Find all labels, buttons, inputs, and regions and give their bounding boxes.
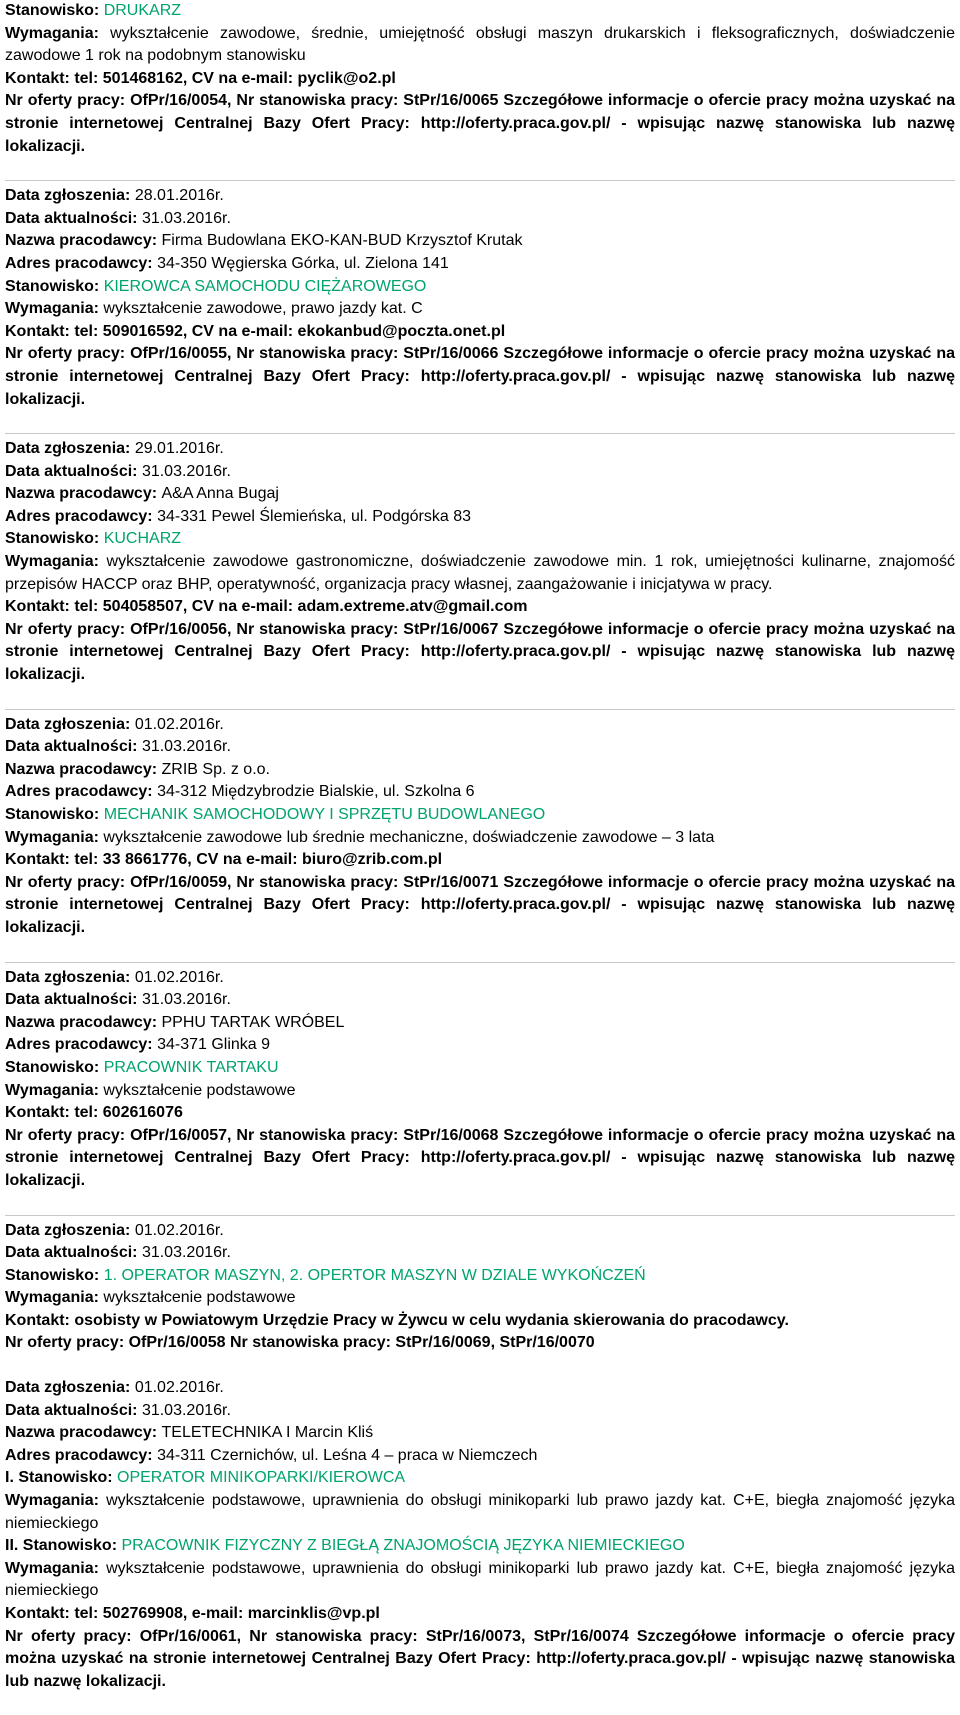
date-value: 28.01.2016r. bbox=[134, 187, 224, 205]
position-title: KUCHARZ bbox=[103, 530, 182, 548]
requirements-text: wykształcenie zawodowe, prawo jazdy kat. C bbox=[103, 300, 423, 318]
requirements-1-label: Wymagania: bbox=[5, 1492, 107, 1510]
date-value: 01.02.2016r. bbox=[134, 968, 224, 986]
offer-block-tartak bbox=[5, 967, 955, 1193]
address-value: 34-311 Czernichów, ul. Leśna 4 – praca w Niemczech bbox=[157, 1446, 538, 1464]
address-value: 34-312 Międzybrodzie Bialskie, ul. Szkolna 6 bbox=[157, 783, 475, 801]
contact-info: Kontakt: tel: 509016592, CV na e-mail: ekokanbud@poczta.onet.pl bbox=[5, 322, 506, 340]
contact-info: Kontakt: tel: 501468162, CV na e-mail: pyclik@o2.pl bbox=[5, 69, 396, 87]
offer-info: Nr oferty pracy: OfPr/16/0055, Nr stanowiska pracy: StPr/16/0066 Szczegółowe informacje o ofercie pracy można uzyskać na stronie internetowej Centralnej Bazy Ofert Pracy: http://oferty.praca.gov.pl/ - wpisując nazwę stanowiska lub nazwę lokalizacji. bbox=[5, 345, 955, 408]
offer-info: Nr oferty pracy: OfPr/16/0057, Nr stanowiska pracy: StPr/16/0068 Szczegółowe informacje o ofercie pracy można uzyskać na stronie internetowej Centralnej Bazy Ofert Pracy: http://oferty.praca.gov.pl/ - wpisując nazwę stanowiska lub nazwę lokalizacji. bbox=[5, 1126, 955, 1189]
contact-info: Kontakt: osobisty w Powiatowym Urzędzie Pracy w Żywcu w celu wydania skierowania do pracodawcy. bbox=[5, 1311, 789, 1329]
updated-label: Data aktualności: bbox=[5, 209, 142, 227]
date-value: 29.01.2016r. bbox=[134, 440, 224, 458]
requirements-label: Wymagania: bbox=[5, 828, 104, 846]
requirements-label: Wymagania: bbox=[5, 24, 111, 42]
date-value: 01.02.2016r. bbox=[134, 715, 224, 733]
position-title: PRACOWNIK TARTAKU bbox=[103, 1058, 279, 1076]
requirements-text: wykształcenie podstawowe bbox=[103, 1081, 296, 1099]
updated-label: Data aktualności: bbox=[5, 1401, 142, 1419]
requirements-label: Wymagania: bbox=[5, 300, 104, 318]
section-divider bbox=[5, 962, 955, 963]
updated-value: 31.03.2016r. bbox=[141, 738, 231, 756]
date-value: 01.02.2016r. bbox=[134, 1221, 224, 1239]
requirements-text: wykształcenie zawodowe lub średnie mechaniczne, doświadczenie zawodowe – 3 lata bbox=[103, 828, 715, 846]
updated-label: Data aktualności: bbox=[5, 1244, 142, 1262]
employer-label: Nazwa pracodawcy: bbox=[5, 485, 162, 503]
updated-value: 31.03.2016r. bbox=[141, 209, 231, 227]
requirements-label: Wymagania: bbox=[5, 1081, 104, 1099]
address-label: Adres pracodawcy: bbox=[5, 507, 158, 525]
position-label: Stanowisko: bbox=[5, 806, 104, 823]
employer-name: TELETECHNIKA I Marcin Kliś bbox=[161, 1424, 374, 1442]
date-label: Data zgłoszenia: bbox=[5, 1379, 135, 1397]
employer-name: Firma Budowlana EKO-KAN-BUD Krzysztof Krutak bbox=[161, 232, 523, 250]
offer-block-teletechnika bbox=[5, 1377, 955, 1693]
employer-label: Nazwa pracodawcy: bbox=[5, 232, 162, 250]
requirements-text: wykształcenie zawodowe gastronomiczne, doświadczenie zawodowe min. 1 rok, umiejętności kulinarne, znajomość przepisów HACCP oraz BHP, operatywność, organizacja pracy własnej, zaangażowanie i inicjatywa w pracy. bbox=[5, 553, 956, 593]
date-label: Data zgłoszenia: bbox=[5, 1221, 135, 1239]
date-value: 01.02.2016r. bbox=[134, 1379, 224, 1397]
position-1-label: I. Stanowisko: bbox=[5, 1469, 118, 1487]
offer-block-operator bbox=[5, 1220, 955, 1356]
updated-value: 31.03.2016r. bbox=[141, 1401, 231, 1419]
offer-info: Nr oferty pracy: OfPr/16/0061, Nr stanowiska pracy: StPr/16/0073, StPr/16/0074 Szczegółowe informacje o ofercie pracy można uzyskać na stronie internetowej Centralnej Bazy Ofert Pracy: http://oferty.praca.gov.pl/ - wpisując nazwę stanowiska lub nazwę lokalizacji. bbox=[5, 1627, 955, 1690]
position-title: MECHANIK SAMOCHODOWY I SPRZĘTU BUDOWLANEGO bbox=[103, 806, 546, 823]
position-label: Stanowisko: bbox=[5, 277, 104, 295]
address-label: Adres pracodawcy: bbox=[5, 1446, 158, 1464]
contact-info: Kontakt: tel: 504058507, CV na e-mail: adam.extreme.atv@gmail.com bbox=[5, 598, 528, 616]
position-title: KIEROWCA SAMOCHODU CIĘŻAROWEGO bbox=[103, 277, 427, 295]
offer-info: Nr oferty pracy: OfPr/16/0054, Nr stanowiska pracy: StPr/16/0065 Szczegółowe informacje o ofercie pracy można uzyskać na stronie internetowej Centralnej Bazy Ofert Pracy: http://oferty.praca.gov.pl/ - wpisując nazwę stanowiska lub nazwę lokalizacji. bbox=[5, 92, 955, 155]
address-label: Adres pracodawcy: bbox=[5, 254, 158, 272]
address-label: Adres pracodawcy: bbox=[5, 783, 158, 801]
offer-block-mechanik bbox=[5, 714, 955, 940]
position-label: Stanowisko: bbox=[5, 1058, 104, 1076]
address-value: 34-331 Pewel Ślemieńska, ul. Podgórska 83 bbox=[157, 507, 472, 525]
updated-label: Data aktualności: bbox=[5, 462, 142, 480]
section-divider bbox=[5, 180, 955, 181]
date-label: Data zgłoszenia: bbox=[5, 968, 135, 986]
updated-label: Data aktualności: bbox=[5, 738, 142, 756]
updated-value: 31.03.2016r. bbox=[141, 1244, 231, 1262]
position-1-title: OPERATOR MINIKOPARKI/KIEROWCA bbox=[117, 1469, 406, 1487]
job-offers-document bbox=[5, 0, 955, 1693]
date-label: Data zgłoszenia: bbox=[5, 187, 135, 205]
offer-info: Nr oferty pracy: OfPr/16/0059, Nr stanowiska pracy: StPr/16/0071 Szczegółowe informacje o ofercie pracy można uzyskać na stronie internetowej Centralnej Bazy Ofert Pracy: http://oferty.praca.gov.pl/ - wpisując nazwę stanowiska lub nazwę lokalizacji. bbox=[5, 873, 955, 936]
requirements-text: wykształcenie zawodowe, średnie, umiejętność obsługi maszyn drukarskich i fleksograficznych, doświadczenie zawodowe 1 rok na podobnym stanowisku bbox=[5, 24, 955, 65]
requirements-2-label: Wymagania: bbox=[5, 1559, 107, 1577]
requirements-label: Wymagania: bbox=[5, 1289, 104, 1307]
contact-info: Kontakt: tel: 602616076 bbox=[5, 1104, 183, 1122]
position-title: DRUKARZ bbox=[103, 2, 182, 19]
requirements-text: wykształcenie podstawowe bbox=[103, 1289, 296, 1307]
position-2-label: II. Stanowisko: bbox=[5, 1537, 122, 1555]
section-divider bbox=[5, 709, 955, 710]
requirements-2-text: wykształcenie podstawowe, uprawnienia do obsługi minikoparki lub prawo jazdy kat. C+E, biegła znajomość języka niemieckiego bbox=[5, 1559, 955, 1600]
address-value: 34-371 Glinka 9 bbox=[157, 1036, 271, 1054]
offer-info: Nr oferty pracy: OfPr/16/0056, Nr stanowiska pracy: StPr/16/0067 Szczegółowe informacje o ofercie pracy można uzyskać na stronie internetowej Centralnej Bazy Ofert Pracy: http://oferty.praca.gov.pl/ - wpisując nazwę stanowiska lub nazwę lokalizacji. bbox=[5, 620, 955, 684]
employer-name: ZRIB Sp. z o.o. bbox=[161, 760, 270, 778]
updated-value: 31.03.2016r. bbox=[141, 991, 231, 1009]
employer-label: Nazwa pracodawcy: bbox=[5, 760, 162, 778]
employer-name: A&A Anna Bugaj bbox=[161, 485, 279, 503]
updated-value: 31.03.2016r. bbox=[141, 462, 231, 480]
employer-label: Nazwa pracodawcy: bbox=[5, 1424, 162, 1442]
offer-block-kierowca bbox=[5, 185, 955, 411]
offer-info: Nr oferty pracy: OfPr/16/0058 Nr stanowiska pracy: StPr/16/0069, StPr/16/0070 bbox=[5, 1334, 595, 1352]
position-title: 1. OPERATOR MASZYN, 2. OPERTOR MASZYN W DZIALE WYKOŃCZEŃ bbox=[103, 1266, 646, 1284]
position-2-title: PRACOWNIK FIZYCZNY Z BIEGŁĄ ZNAJOMOŚCIĄ JĘZYKA NIEMIECKIEGO bbox=[121, 1537, 685, 1555]
employer-name: PPHU TARTAK WRÓBEL bbox=[161, 1013, 345, 1031]
date-label: Data zgłoszenia: bbox=[5, 440, 135, 458]
requirements-1-text: wykształcenie podstawowe, uprawnienia do obsługi minikoparki lub prawo jazdy kat. C+E, biegła znajomość języka niemieckiego bbox=[5, 1492, 955, 1532]
offer-block-drukarz bbox=[5, 0, 955, 158]
employer-label: Nazwa pracodawcy: bbox=[5, 1013, 162, 1031]
position-label: Stanowisko: bbox=[5, 2, 104, 19]
requirements-label: Wymagania: bbox=[5, 553, 107, 571]
date-label: Data zgłoszenia: bbox=[5, 715, 135, 733]
section-divider bbox=[5, 433, 955, 434]
address-label: Adres pracodawcy: bbox=[5, 1036, 158, 1054]
section-divider bbox=[5, 1215, 955, 1216]
contact-info: Kontakt: tel: 33 8661776, CV na e-mail: biuro@zrib.com.pl bbox=[5, 851, 443, 869]
section-gap bbox=[5, 1355, 955, 1377]
contact-info: Kontakt: tel: 502769908, e-mail: marcinklis@vp.pl bbox=[5, 1605, 380, 1622]
updated-label: Data aktualności: bbox=[5, 991, 142, 1009]
position-label: Stanowisko: bbox=[5, 1266, 104, 1284]
position-label: Stanowisko: bbox=[5, 530, 104, 548]
address-value: 34-350 Węgierska Górka, ul. Zielona 141 bbox=[157, 254, 449, 272]
offer-block-kucharz bbox=[5, 438, 955, 687]
